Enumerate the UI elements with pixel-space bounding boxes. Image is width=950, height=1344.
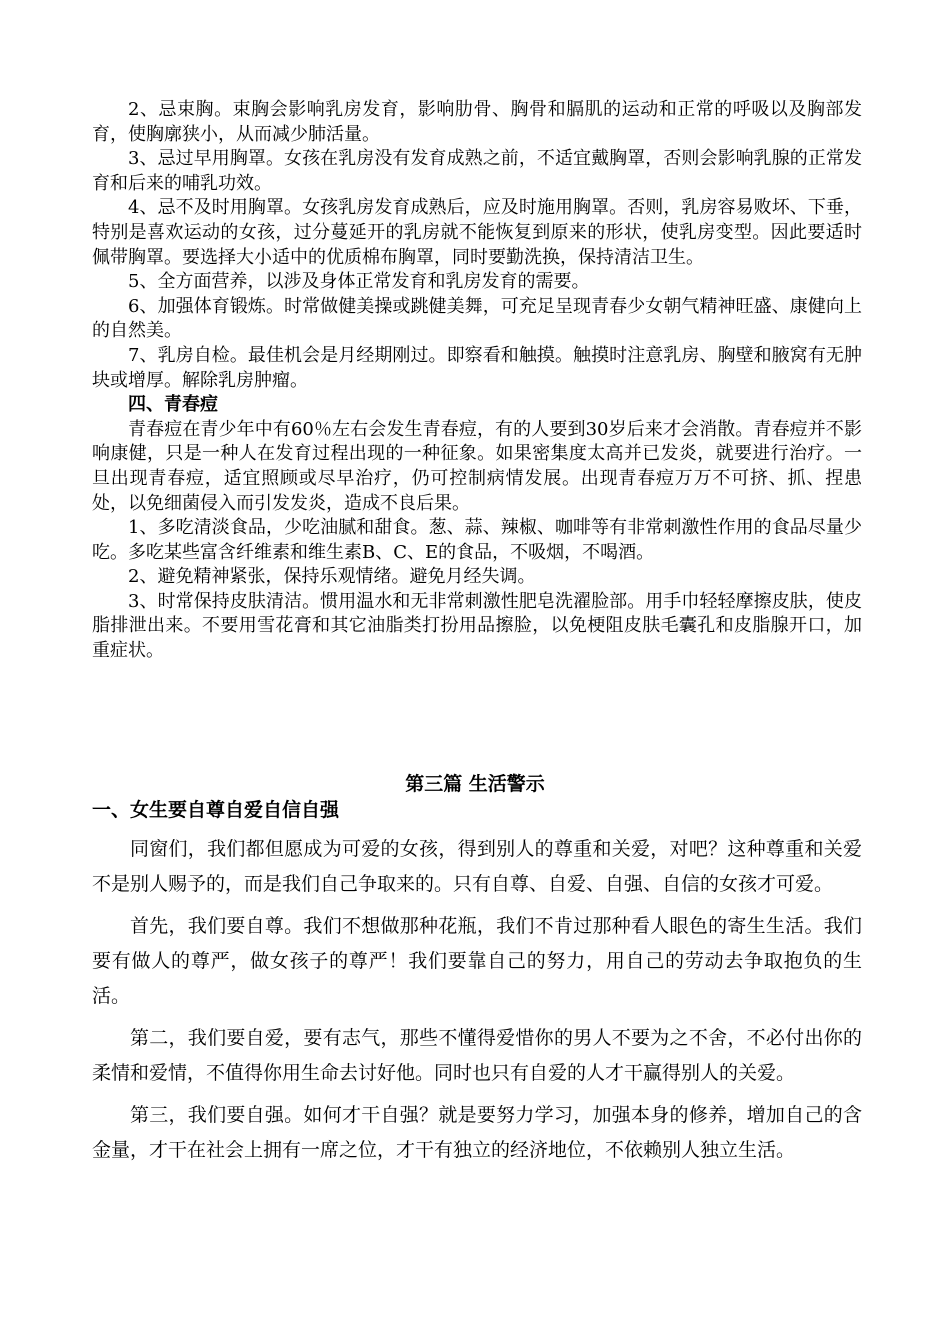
part-title: 第三篇 生活警示 (405, 773, 545, 795)
part-subtitle: 一、女生要自尊自爱自信自强 (92, 799, 340, 821)
life-warning-section (92, 832, 862, 1175)
section-heading: 四、青春痘 (128, 394, 218, 416)
paragraph: 3、忌过早用胸罩。女孩在乳房没有发育成熟之前，不适宜戴胸罩，否则会影响乳腺的正常发育和后来的哺乳功效。 (92, 148, 862, 194)
paragraph: 4、忌不及时用胸罩。女孩乳房发育成熟后，应及时施用胸罩。否则，乳房容易败坏、下垂，特别是喜欢运动的女孩，过分蔓延开的乳房就不能恢复到原来的形状，使乳房变型。因此要适时佩带胸罩。要选择大小适中的优质棉布胸罩，同时要勤洗换，保持清洁卫生。 (92, 197, 862, 268)
paragraph: 青春痘在青少年中有60％左右会发生青春痘，有的人要到30岁后来才会消散。青春痘并不影响康健，只是一种人在发育过程出现的一种征象。如果密集度太高并已发炎，就要进行治疗。一旦出现青春痘，适宜照顾或尽早治疗，仍可控制病情发展。出现青春痘万万不可挤、抓、捏患处，以免细菌侵入而引发发炎，造成不良后果。 (92, 418, 862, 514)
paragraph: 第二，我们要自爱，要有志气，那些不懂得爱惜你的男人不要为之不舍，不必付出你的柔情和爱情，不值得你用生命去讨好他。同时也只有自爱的人才干赢得别人的关爱。 (92, 1027, 862, 1084)
paragraph: 2、避免精神紧张，保持乐观情绪。避免月经失调。 (128, 566, 536, 588)
paragraph: 7、乳房自检。最佳机会是月经期刚过。即察看和触摸。触摸时注意乳房、胸壁和腋窝有无肿块或增厚。解除乳房肿瘤。 (92, 344, 862, 391)
paragraph: 首先，我们要自尊。我们不想做那种花瓶，我们不肯过那种看人眼色的寄生生活。我们要有做人的尊严，做女孩子的尊严！我们要靠自己的努力，用自己的劳动去争取抱负的生活。 (92, 915, 862, 1007)
paragraph: 6、加强体育锻炼。时常做健美操或跳健美舞，可充足呈现青春少女朝气精神旺盛、康健向上的自然美。 (92, 295, 862, 342)
paragraph: 同窗们，我们都但愿成为可爱的女孩，得到别人的尊重和关爱，对吧？这种尊重和关爱不是别人赐予的，而是我们自己争取来的。只有自尊、自爱、自强、自信的女孩才可爱。 (92, 838, 862, 895)
paragraph: 第三，我们要自强。如何才干自强？就是要努力学习，加强本身的修养，增加自己的含金量，才干在社会上拥有一席之位，才干有独立的经济地位，不依赖别人独立生活。 (92, 1104, 862, 1161)
health-advice-section (92, 98, 862, 664)
paragraph: 3、时常保持皮肤清洁。惯用温水和无非常刺激性肥皂洗濯脸部。用手巾轻轻摩擦皮肤，使皮脂排泄出来。不要用雪花膏和其它油脂类打扮用品擦脸，以免梗阻皮肤毛囊孔和皮脂腺开口，加重症状。 (92, 590, 862, 662)
paragraph: 5、全方面营养，以涉及身体正常发育和乳房发育的需要。 (128, 271, 590, 293)
paragraph: 1、多吃清淡食品，少吃油腻和甜食。葱、蒜、辣椒、咖啡等有非常刺激性作用的食品尽量少吃。多吃某些富含纤维素和维生素B、C、E的食品，不吸烟，不喝酒。 (92, 517, 862, 563)
paragraph: 2、忌束胸。束胸会影响乳房发育，影响肋骨、胸骨和膈肌的运动和正常的呼吸以及胸部发育，使胸廓狭小，从而减少肺活量。 (92, 99, 862, 145)
